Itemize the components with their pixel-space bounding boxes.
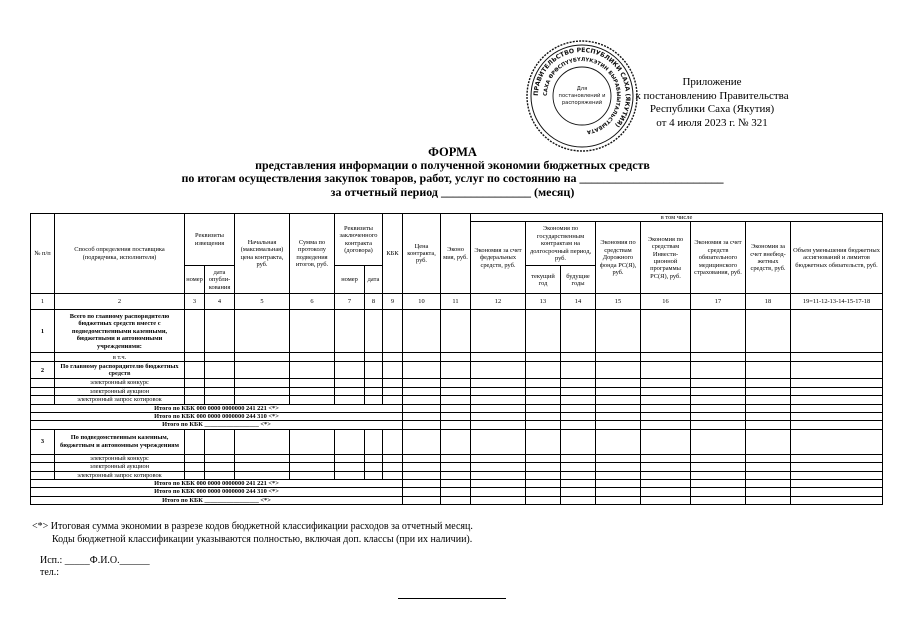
table-row [31, 429, 883, 454]
total-label: Итого по КБК 000 0000 0000000 244 310 <*> [31, 413, 403, 421]
row-label: электронный запрос котировок [55, 396, 185, 404]
th-num: № п/п [31, 214, 55, 294]
th-contract-number: номер [335, 266, 365, 294]
col-number: 15 [596, 294, 641, 310]
table-row [31, 488, 883, 496]
total-label: Итого по КБК 000 0000 0000000 244 310 <*> [31, 488, 403, 496]
approval-line4: от 4 июля 2023 г. № 321 [656, 116, 768, 129]
form-subtitle-1: представления информации о полученной экономии бюджетных средств [255, 158, 650, 172]
th-c13: текущий год [526, 266, 561, 294]
table-row [31, 353, 883, 362]
th-c16: Экономия по средствам Инвести-ционной программы РС(Я), руб. [641, 222, 691, 294]
row-label: электронный аукцион [55, 387, 185, 395]
table-row [31, 421, 883, 429]
economy-table [30, 213, 883, 505]
col-number: 6 [290, 294, 335, 310]
seal-center-line2: постановлений и [558, 93, 606, 99]
col-number: 1 [31, 294, 55, 310]
total-label: Итого по КБК _________________ <*> [31, 496, 403, 504]
col-number: 4 [205, 294, 235, 310]
th-contract-price: Цена контракта, руб. [403, 214, 441, 294]
th-c13-14: Экономия по государственным контрактам на долгосрочный период, руб. [526, 222, 596, 266]
total-label: Итого по КБК 000 0000 0000000 241 221 <*> [31, 480, 403, 488]
row-label: По главному распорядителю бюджетных средств [55, 362, 185, 379]
col-number: 9 [383, 294, 403, 310]
table-row [31, 413, 883, 421]
total-label: Итого по КБК 000 0000 0000000 241 221 <*> [31, 404, 403, 412]
col-number: 18 [746, 294, 791, 310]
approval-line3: Республики Саха (Якутия) [649, 103, 775, 115]
th-c17: Экономия за счет средств обязательного медицинского страхования, руб. [691, 222, 746, 294]
total-label: Итого по КБК _________________ <*> [31, 421, 403, 429]
approval-line1: Приложение [682, 76, 742, 88]
table-row [31, 471, 883, 479]
th-contract-date: дата [365, 266, 383, 294]
seal-center-line1: Для [576, 86, 588, 92]
approval-block [612, 76, 812, 130]
table-row [31, 396, 883, 404]
col-number: 13 [526, 294, 561, 310]
col-number: 14 [561, 294, 596, 310]
footnote-asterisk: <*> Итоговая сумма экономии в разрезе кодов бюджетной классификации расходов за отчетный месяц. [32, 521, 473, 532]
col-number: 3 [185, 294, 205, 310]
form-subtitle-2: по итогам осуществления закупок товаров, работ, услуг по состоянию на ________________________ [181, 171, 724, 185]
row-num: 2 [31, 362, 55, 379]
row-label: в т.ч. [55, 353, 185, 362]
col-number: 5 [235, 294, 290, 310]
row-label: Всего по главному распорядителю бюджетных средств вместе с подведомственными казенными, бюджетными и автономными учреждениями: [55, 310, 185, 353]
form-subtitle-3: за отчетный период _______________ (месяц) [330, 185, 575, 199]
col-number: 7 [335, 294, 365, 310]
th-economy: Эконо мия, руб. [441, 214, 471, 294]
footnote-kbk: Коды бюджетной классификации указываются полностью, включая доп. классы (при их наличии). [52, 534, 473, 545]
col-number: 10 [403, 294, 441, 310]
th-c19: Объем уменьшения бюджетных ассигнований и лимитов бюджетных обязательств, руб. [791, 222, 883, 294]
bottom-divider [398, 598, 506, 599]
svg-text:ПРАВИТЕЛЬСТВО РЕСПУБЛИКИ САХА: ПРАВИТЕЛЬСТВО РЕСПУБЛИКИ САХА (ЯКУТИЯ) [532, 46, 632, 129]
col-number: 16 [641, 294, 691, 310]
col-number: 8 [365, 294, 383, 310]
row-label: электронный аукцион [55, 463, 185, 471]
row-label: электронный конкурс [55, 454, 185, 462]
table-row [31, 310, 883, 353]
table-row [31, 404, 883, 412]
seal-center-line3: распоряжений [561, 100, 603, 106]
table-row [31, 454, 883, 462]
col-number: 12 [471, 294, 526, 310]
th-notice-date: дата опубли-кования [205, 266, 235, 294]
th-method: Способ определения поставщика (подрядчика, исполнителя) [55, 214, 185, 294]
column-numbers-row [31, 294, 883, 310]
approval-line2: к постановлению Правительства [635, 89, 789, 102]
th-c12: Экономия за счет федеральных средств, руб. [471, 222, 526, 294]
row-num: 3 [31, 429, 55, 454]
th-c18: Экономия за счет внебюд-жетных средств, руб. [746, 222, 791, 294]
th-including: в том числе [471, 214, 883, 222]
table-row [31, 387, 883, 395]
row-label: По подведомственным казенным, бюджетным и автономным учреждениям [55, 429, 185, 454]
row-label: электронный запрос котировок [55, 471, 185, 479]
col-number: 19=11-12-13-14-15-17-18 [791, 294, 883, 310]
th-kbk: КБК [383, 214, 403, 294]
th-c15: Экономия по средствам Дорожного фонда РС(Я), руб. [596, 222, 641, 294]
th-notice-number: номер [185, 266, 205, 294]
svg-text:САХА ӨРӨСПҮҮБҮЛҮКЭТИН БЫРАБЫЫТ: САХА ӨРӨСПҮҮБҮЛҮКЭТИН БЫРАБЫЫТАЛЬСТЫБАТА [542, 56, 622, 135]
executor-line: Исп.: _____Ф.И.О.______ [40, 555, 150, 566]
table-row [31, 496, 883, 504]
table-row [31, 362, 883, 379]
col-number: 11 [441, 294, 471, 310]
th-c14: будущие годы [561, 266, 596, 294]
th-notice-req: Реквизиты извещения [185, 214, 235, 266]
table-row [31, 463, 883, 471]
col-number: 17 [691, 294, 746, 310]
row-label: электронный конкурс [55, 379, 185, 387]
form-title: ФОРМА [428, 145, 477, 159]
table-row [31, 480, 883, 488]
th-initial-price: Начальная (максимальная) цена контракта, руб. [235, 214, 290, 294]
phone-line: тел.: [40, 567, 60, 578]
col-number: 2 [55, 294, 185, 310]
th-contract-req: Реквизиты заключенного контракта (договора) [335, 214, 383, 266]
row-num: 1 [31, 310, 55, 353]
th-protocol-sum: Сумма по протоколу подведения итогов, руб. [290, 214, 335, 294]
table-row [31, 379, 883, 387]
